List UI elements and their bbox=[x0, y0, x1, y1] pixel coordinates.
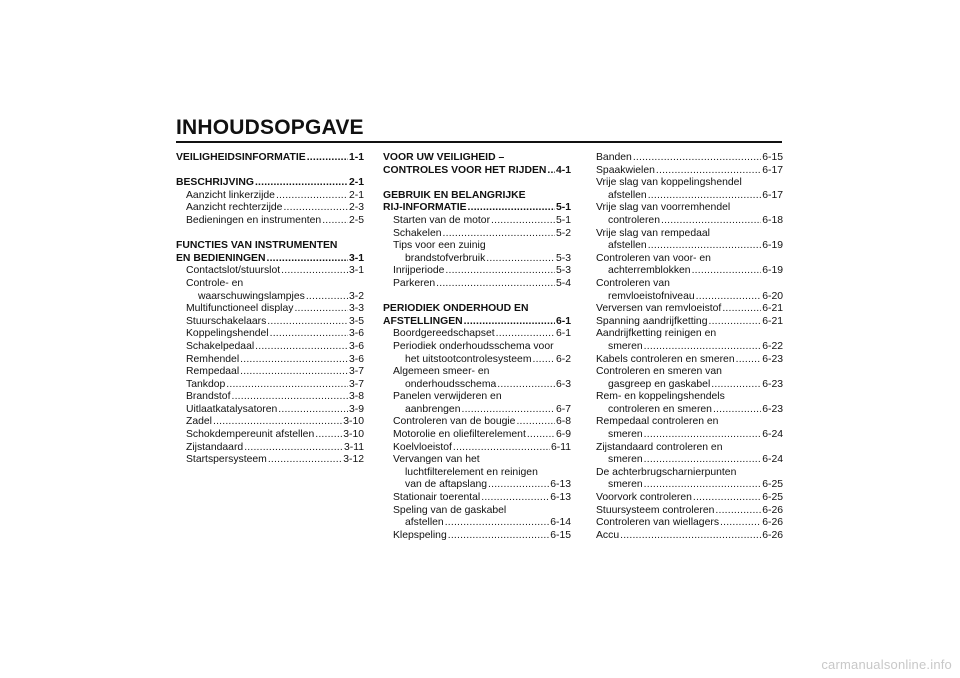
toc-page-number: 6-23 bbox=[762, 353, 783, 365]
toc-entry[interactable] bbox=[596, 354, 783, 367]
toc-entry-text: aanbrengen bbox=[405, 403, 461, 415]
toc-page-number: 6-15 bbox=[762, 152, 783, 163]
toc-page-number: 1-1 bbox=[348, 152, 364, 163]
dot-leader bbox=[661, 215, 761, 228]
dot-leader bbox=[240, 354, 348, 367]
toc-entry[interactable] bbox=[383, 442, 571, 455]
toc-entry[interactable] bbox=[176, 366, 364, 379]
toc-entry[interactable] bbox=[383, 429, 571, 442]
dot-leader bbox=[281, 265, 348, 278]
toc-page-number: 6-19 bbox=[762, 265, 783, 277]
toc-entry[interactable] bbox=[176, 303, 364, 316]
toc-entry-text: Aandrijfketting reinigen en bbox=[596, 328, 717, 340]
toc-page-number: 6-17 bbox=[762, 189, 783, 201]
dot-leader bbox=[620, 530, 761, 543]
toc-page-number: 3-11 bbox=[343, 441, 364, 453]
toc-entry[interactable] bbox=[176, 442, 364, 455]
toc-entry-text: Rempedaal bbox=[186, 366, 240, 378]
dot-leader bbox=[496, 328, 555, 341]
toc-entry-text: controleren bbox=[608, 214, 660, 226]
toc-entry[interactable] bbox=[383, 366, 571, 391]
toc-entry[interactable] bbox=[383, 215, 571, 228]
dot-leader bbox=[644, 341, 762, 354]
toc-spacer bbox=[176, 165, 364, 178]
toc-entry[interactable] bbox=[596, 202, 783, 227]
toc-entry-text: CONTROLES VOOR HET RIJDEN bbox=[383, 164, 547, 176]
dot-leader bbox=[527, 429, 555, 442]
toc-entry-text: Controleren van wiellagers bbox=[596, 517, 720, 529]
dot-leader bbox=[294, 303, 348, 316]
toc-page-number: 2-3 bbox=[348, 202, 364, 214]
toc-entry-text: smeren bbox=[608, 479, 643, 491]
toc-entry-text: Motorolie en oliefilterelement bbox=[393, 429, 526, 441]
dot-leader bbox=[736, 354, 762, 367]
toc-entry-text: VEILIGHEIDSINFORMATIE bbox=[176, 152, 306, 163]
dot-leader bbox=[696, 291, 762, 304]
toc-entry[interactable] bbox=[596, 278, 783, 303]
toc-page-number: 6-20 bbox=[762, 290, 783, 302]
dot-leader bbox=[226, 379, 348, 392]
toc-entry[interactable] bbox=[176, 265, 364, 278]
toc-entry-text: Schokdempereunit afstellen bbox=[186, 429, 315, 441]
toc-section-heading[interactable] bbox=[176, 152, 364, 165]
toc-page-number: 6-11 bbox=[550, 441, 571, 453]
dot-leader bbox=[276, 190, 348, 203]
toc-entry-text: Vrije slag van koppelingshendel bbox=[596, 177, 742, 189]
dot-leader bbox=[722, 303, 761, 316]
toc-entry-text: Panelen verwijderen en bbox=[393, 391, 502, 403]
dot-leader bbox=[468, 202, 555, 215]
toc-entry[interactable] bbox=[176, 416, 364, 429]
toc-entry[interactable] bbox=[596, 316, 783, 329]
dot-leader bbox=[436, 278, 555, 291]
toc-entry-text: Speling van de gaskabel bbox=[393, 504, 507, 516]
dot-leader bbox=[307, 152, 348, 165]
toc-entry-text: Vrije slag van voorremhendel bbox=[596, 202, 731, 214]
toc-entry-text: Algemeen smeer- en bbox=[393, 366, 490, 378]
dot-leader bbox=[453, 442, 550, 455]
toc-entry-text: Voorvork controleren bbox=[596, 492, 692, 504]
toc-entry[interactable] bbox=[383, 240, 571, 265]
toc-entry[interactable] bbox=[176, 354, 364, 367]
dot-leader bbox=[315, 429, 342, 442]
dot-leader bbox=[278, 404, 348, 417]
dot-leader bbox=[486, 253, 555, 266]
toc-entry-text: Aanzicht linkerzijde bbox=[186, 189, 275, 201]
dot-leader bbox=[461, 404, 554, 417]
dot-leader bbox=[268, 454, 342, 467]
toc-entry[interactable] bbox=[596, 228, 783, 253]
toc-page-number: 6-22 bbox=[762, 340, 783, 352]
toc-entry[interactable] bbox=[383, 341, 571, 366]
toc-entry[interactable] bbox=[176, 316, 364, 329]
toc-page-number: 5-1 bbox=[555, 214, 571, 226]
toc-spacer bbox=[383, 291, 571, 304]
toc-entry-text: luchtfilterelement en reinigen bbox=[405, 466, 538, 478]
toc-spacer bbox=[383, 177, 571, 190]
toc-page-number: 6-2 bbox=[555, 353, 571, 365]
toc-entry[interactable] bbox=[596, 416, 783, 441]
toc-page-number: 6-1 bbox=[555, 328, 571, 340]
toc-page-number: 3-6 bbox=[348, 353, 364, 365]
toc-section-heading[interactable] bbox=[176, 240, 364, 265]
toc-page-number: 6-7 bbox=[555, 403, 571, 415]
toc-page-number: 2-1 bbox=[348, 189, 364, 201]
dot-leader bbox=[715, 505, 761, 518]
toc-entry[interactable] bbox=[383, 391, 571, 416]
dot-leader bbox=[709, 316, 762, 329]
dot-leader bbox=[481, 492, 549, 505]
toc-page-number: 3-1 bbox=[348, 265, 364, 277]
toc-page-number: 6-25 bbox=[762, 479, 783, 491]
toc-entry-text: afstellen bbox=[405, 517, 444, 529]
toc-entry[interactable] bbox=[176, 341, 364, 354]
dot-leader bbox=[516, 416, 555, 429]
toc-entry[interactable] bbox=[383, 328, 571, 341]
toc-entry-text: smeren bbox=[608, 340, 643, 352]
toc-entry[interactable] bbox=[596, 442, 783, 467]
toc-entry-text: Koppelingshendel bbox=[186, 328, 269, 340]
toc-entry-text: Controleren en smeren van bbox=[596, 366, 722, 378]
toc-entry[interactable] bbox=[596, 366, 783, 391]
toc-page-number: 5-4 bbox=[555, 277, 571, 289]
dot-leader bbox=[648, 240, 762, 253]
toc-entry-text: Zadel bbox=[186, 416, 212, 428]
dot-leader bbox=[464, 316, 555, 329]
toc-entry-text: Spaakwielen bbox=[596, 164, 655, 176]
toc-entry-text: Verversen van remvloeistof bbox=[596, 303, 722, 315]
toc-page-number: 3-12 bbox=[343, 454, 364, 466]
toc-entry-text: Starten van de motor bbox=[393, 214, 491, 226]
toc-entry[interactable] bbox=[383, 228, 571, 241]
toc-entry-text: Inrijperiode bbox=[393, 265, 445, 277]
toc-page-number: 6-1 bbox=[555, 315, 571, 327]
toc-page-number: 6-15 bbox=[550, 529, 571, 541]
toc-entry-text: Zijstandaard controleren en bbox=[596, 441, 723, 453]
dot-leader bbox=[267, 253, 348, 266]
toc-entry-text: Tankdop bbox=[186, 378, 226, 390]
toc-page-number: 5-2 bbox=[555, 227, 571, 239]
toc-column-2 bbox=[383, 152, 571, 542]
dot-leader bbox=[213, 416, 342, 429]
toc-entry[interactable] bbox=[596, 530, 783, 543]
toc-page-number: 3-7 bbox=[348, 378, 364, 390]
toc-entry-text: Schakelen bbox=[393, 227, 442, 239]
toc-entry-text: Koelvloeistof bbox=[393, 441, 452, 453]
toc-page-number: 3-1 bbox=[348, 252, 364, 264]
toc-entry-text: smeren bbox=[608, 429, 643, 441]
toc-entry[interactable] bbox=[596, 177, 783, 202]
toc-entry-text: BESCHRIJVING bbox=[176, 177, 254, 189]
toc-entry[interactable] bbox=[176, 429, 364, 442]
dot-leader bbox=[448, 530, 549, 543]
toc-entry-text: Brandstof bbox=[186, 391, 231, 403]
toc-entry-text: afstellen bbox=[608, 189, 647, 201]
dot-leader bbox=[633, 152, 761, 165]
watermark: carmanualsonline.info bbox=[821, 657, 952, 672]
page-title: INHOUDSOPGAVE bbox=[176, 116, 364, 139]
toc-entry[interactable] bbox=[383, 278, 571, 291]
toc-entry-text: Accu bbox=[596, 529, 620, 541]
toc-entry[interactable] bbox=[176, 202, 364, 215]
toc-page-number: 6-25 bbox=[762, 492, 783, 504]
toc-entry-text: achterremblokken bbox=[608, 265, 691, 277]
toc-entry-text: remvloeistofniveau bbox=[608, 290, 695, 302]
toc-page-number: 5-1 bbox=[555, 202, 571, 214]
toc-entry-text: afstellen bbox=[608, 240, 647, 252]
dot-leader bbox=[644, 454, 762, 467]
toc-entry[interactable] bbox=[596, 165, 783, 178]
toc-entry-text: brandstofverbruik bbox=[405, 252, 486, 264]
dot-leader bbox=[445, 517, 550, 530]
dot-leader bbox=[270, 328, 348, 341]
toc-entry[interactable] bbox=[383, 530, 571, 543]
toc-page-number: 3-6 bbox=[348, 328, 364, 340]
title-rule bbox=[176, 141, 782, 143]
toc-entry-text: De achterbrugscharnierpunten bbox=[596, 466, 737, 478]
dot-leader bbox=[532, 354, 554, 367]
toc-entry-text: Rempedaal controleren en bbox=[596, 416, 719, 428]
dot-leader bbox=[445, 265, 555, 278]
toc-page-number: 4-1 bbox=[555, 164, 571, 176]
toc-entry-text: Bedieningen en instrumenten bbox=[186, 214, 322, 226]
toc-page-number: 3-6 bbox=[348, 340, 364, 352]
toc-page-number: 3-3 bbox=[348, 303, 364, 315]
toc-page-number: 5-3 bbox=[555, 265, 571, 277]
toc-entry-text: Controle- en bbox=[186, 277, 244, 289]
toc-section-heading[interactable] bbox=[383, 152, 571, 177]
toc-page-number: 2-5 bbox=[348, 214, 364, 226]
toc-entry[interactable] bbox=[596, 467, 783, 492]
toc-entry[interactable] bbox=[383, 416, 571, 429]
dot-leader bbox=[267, 316, 348, 329]
toc-page-number: 6-23 bbox=[762, 403, 783, 415]
dot-leader bbox=[488, 479, 549, 492]
toc-page-number: 6-21 bbox=[762, 303, 783, 315]
toc-page-number: 3-2 bbox=[348, 290, 364, 302]
toc-entry-text: Periodiek onderhoudsschema voor bbox=[393, 340, 554, 352]
toc-page-number: 2-1 bbox=[348, 177, 364, 189]
dot-leader bbox=[240, 366, 348, 379]
dot-leader bbox=[244, 442, 343, 455]
toc-spacer bbox=[176, 228, 364, 241]
toc-entry[interactable] bbox=[176, 404, 364, 417]
dot-leader bbox=[283, 202, 348, 215]
toc-entry-text: Stuurschakelaars bbox=[186, 315, 267, 327]
toc-entry-text: onderhoudsschema bbox=[405, 378, 497, 390]
toc-column-3 bbox=[596, 152, 783, 542]
toc-entry-text: Stationair toerental bbox=[393, 492, 481, 504]
dot-leader bbox=[644, 479, 762, 492]
toc-entry[interactable] bbox=[176, 278, 364, 303]
toc-entry[interactable] bbox=[596, 303, 783, 316]
toc-entry[interactable] bbox=[383, 454, 571, 492]
dot-leader bbox=[306, 291, 348, 304]
dot-leader bbox=[255, 177, 348, 190]
toc-entry-text: Klepspeling bbox=[393, 529, 447, 541]
dot-leader bbox=[693, 492, 761, 505]
toc-entry-text: AFSTELLINGEN bbox=[383, 315, 463, 327]
toc-entry[interactable] bbox=[596, 152, 783, 165]
dot-leader bbox=[656, 165, 761, 178]
toc-entry-text: Aanzicht rechterzijde bbox=[186, 202, 283, 214]
toc-entry-text: Controleren van de bougie bbox=[393, 416, 516, 428]
toc-section-heading[interactable] bbox=[176, 177, 364, 190]
toc-entry-text: Uitlaatkatalysatoren bbox=[186, 403, 278, 415]
dot-leader bbox=[231, 391, 347, 404]
dot-leader bbox=[491, 215, 555, 228]
toc-entry-text: controleren en smeren bbox=[608, 403, 712, 415]
toc-page-number: 3-9 bbox=[348, 403, 364, 415]
toc-entry-text: Spanning aandrijfketting bbox=[596, 315, 708, 327]
toc-page-number: 6-24 bbox=[762, 429, 783, 441]
toc-entry-text: Zijstandaard bbox=[186, 441, 244, 453]
toc-entry-text: Banden bbox=[596, 152, 632, 163]
dot-leader bbox=[692, 265, 762, 278]
toc-entry-text: Contactslot/stuurslot bbox=[186, 265, 281, 277]
toc-entry-text: Rem- en koppelingshendels bbox=[596, 391, 725, 403]
toc-page-number: 6-9 bbox=[555, 429, 571, 441]
toc-entry-text: Vervangen van het bbox=[393, 454, 480, 466]
toc-entry-text: EN BEDIENINGEN bbox=[176, 252, 266, 264]
toc-entry-text: Startspersysteem bbox=[186, 454, 267, 466]
toc-page-number: 6-24 bbox=[762, 454, 783, 466]
toc-entry-text: Kabels controleren en smeren bbox=[596, 353, 735, 365]
toc-page-number: 3-10 bbox=[343, 429, 364, 441]
toc-page-number: 6-13 bbox=[550, 492, 571, 504]
toc-entry-text: RIJ-INFORMATIE bbox=[383, 202, 467, 214]
toc-page-number: 3-7 bbox=[348, 366, 364, 378]
toc-entry-text: smeren bbox=[608, 454, 643, 466]
toc-entry[interactable] bbox=[596, 328, 783, 353]
toc-entry[interactable] bbox=[176, 454, 364, 467]
dot-leader bbox=[443, 228, 555, 241]
toc-page-number: 6-13 bbox=[550, 479, 571, 491]
toc-entry-text: Multifunctioneel display bbox=[186, 303, 294, 315]
toc-entry[interactable] bbox=[596, 517, 783, 530]
toc-entry-text: Controleren van bbox=[596, 277, 670, 289]
toc-page-number: 6-14 bbox=[550, 517, 571, 529]
toc-page-number: 6-18 bbox=[762, 214, 783, 226]
toc-entry-text: Remhendel bbox=[186, 353, 240, 365]
toc-page-number: 6-8 bbox=[555, 416, 571, 428]
dot-leader bbox=[497, 379, 555, 392]
toc-page-number: 6-21 bbox=[762, 315, 783, 327]
toc-entry-text: Stuursysteem controleren bbox=[596, 504, 715, 516]
dot-leader bbox=[720, 517, 761, 530]
toc-page-number: 6-26 bbox=[762, 517, 783, 529]
toc-entry[interactable] bbox=[596, 505, 783, 518]
toc-entry[interactable] bbox=[596, 492, 783, 505]
dot-leader bbox=[255, 341, 348, 354]
dot-leader bbox=[547, 165, 555, 178]
toc-page-number: 6-17 bbox=[762, 164, 783, 176]
toc-page-number: 3-8 bbox=[348, 391, 364, 403]
dot-leader bbox=[644, 429, 762, 442]
toc-entry[interactable] bbox=[176, 215, 364, 228]
toc-page-number: 6-23 bbox=[762, 378, 783, 390]
dot-leader bbox=[713, 404, 761, 417]
toc-entry[interactable] bbox=[383, 505, 571, 530]
toc-entry-text: Boordgereedschapset bbox=[393, 328, 495, 340]
toc-section-heading[interactable] bbox=[383, 303, 571, 328]
toc-page-number: 6-19 bbox=[762, 240, 783, 252]
toc-page-number: 5-3 bbox=[555, 252, 571, 264]
toc-entry[interactable] bbox=[176, 328, 364, 341]
toc-page-number: 6-3 bbox=[555, 378, 571, 390]
dot-leader bbox=[648, 190, 762, 203]
toc-entry-text: waarschuwingslampjes bbox=[198, 290, 305, 302]
dot-leader bbox=[322, 215, 348, 228]
toc-entry-text: PERIODIEK ONDERHOUD EN bbox=[383, 303, 529, 315]
toc-entry[interactable] bbox=[176, 391, 364, 404]
toc-section-heading[interactable] bbox=[383, 190, 571, 215]
dot-leader bbox=[711, 379, 761, 392]
toc-entry[interactable] bbox=[176, 379, 364, 392]
toc-entry-text: Schakelpedaal bbox=[186, 340, 255, 352]
toc-entry[interactable] bbox=[383, 492, 571, 505]
toc-entry-text: Controleren van voor- en bbox=[596, 252, 711, 264]
toc-entry-text: van de aftapslang bbox=[405, 479, 488, 491]
toc-entry-text: Parkeren bbox=[393, 277, 436, 289]
toc-column-1 bbox=[176, 152, 364, 467]
toc-page-number: 3-5 bbox=[348, 315, 364, 327]
toc-page-number: 6-26 bbox=[762, 529, 783, 541]
toc-page-number: 3-10 bbox=[343, 416, 364, 428]
toc-entry[interactable] bbox=[596, 253, 783, 278]
toc-entry-text: GEBRUIK EN BELANGRIJKE bbox=[383, 189, 526, 201]
toc-entry-text: FUNCTIES VAN INSTRUMENTEN bbox=[176, 240, 338, 252]
toc-entry-text: het uitstootcontrolesysteem bbox=[405, 353, 532, 365]
toc-entry[interactable] bbox=[596, 391, 783, 416]
toc-page-number: 6-26 bbox=[762, 504, 783, 516]
toc-entry-text: Tips voor een zuinig bbox=[393, 240, 486, 252]
toc-entry-text: gasgreep en gaskabel bbox=[608, 378, 711, 390]
toc-entry-text: Vrije slag van rempedaal bbox=[596, 227, 710, 239]
toc-entry-text: VOOR UW VEILIGHEID – bbox=[383, 152, 505, 163]
toc-entry[interactable] bbox=[383, 265, 571, 278]
toc-entry[interactable] bbox=[176, 190, 364, 203]
